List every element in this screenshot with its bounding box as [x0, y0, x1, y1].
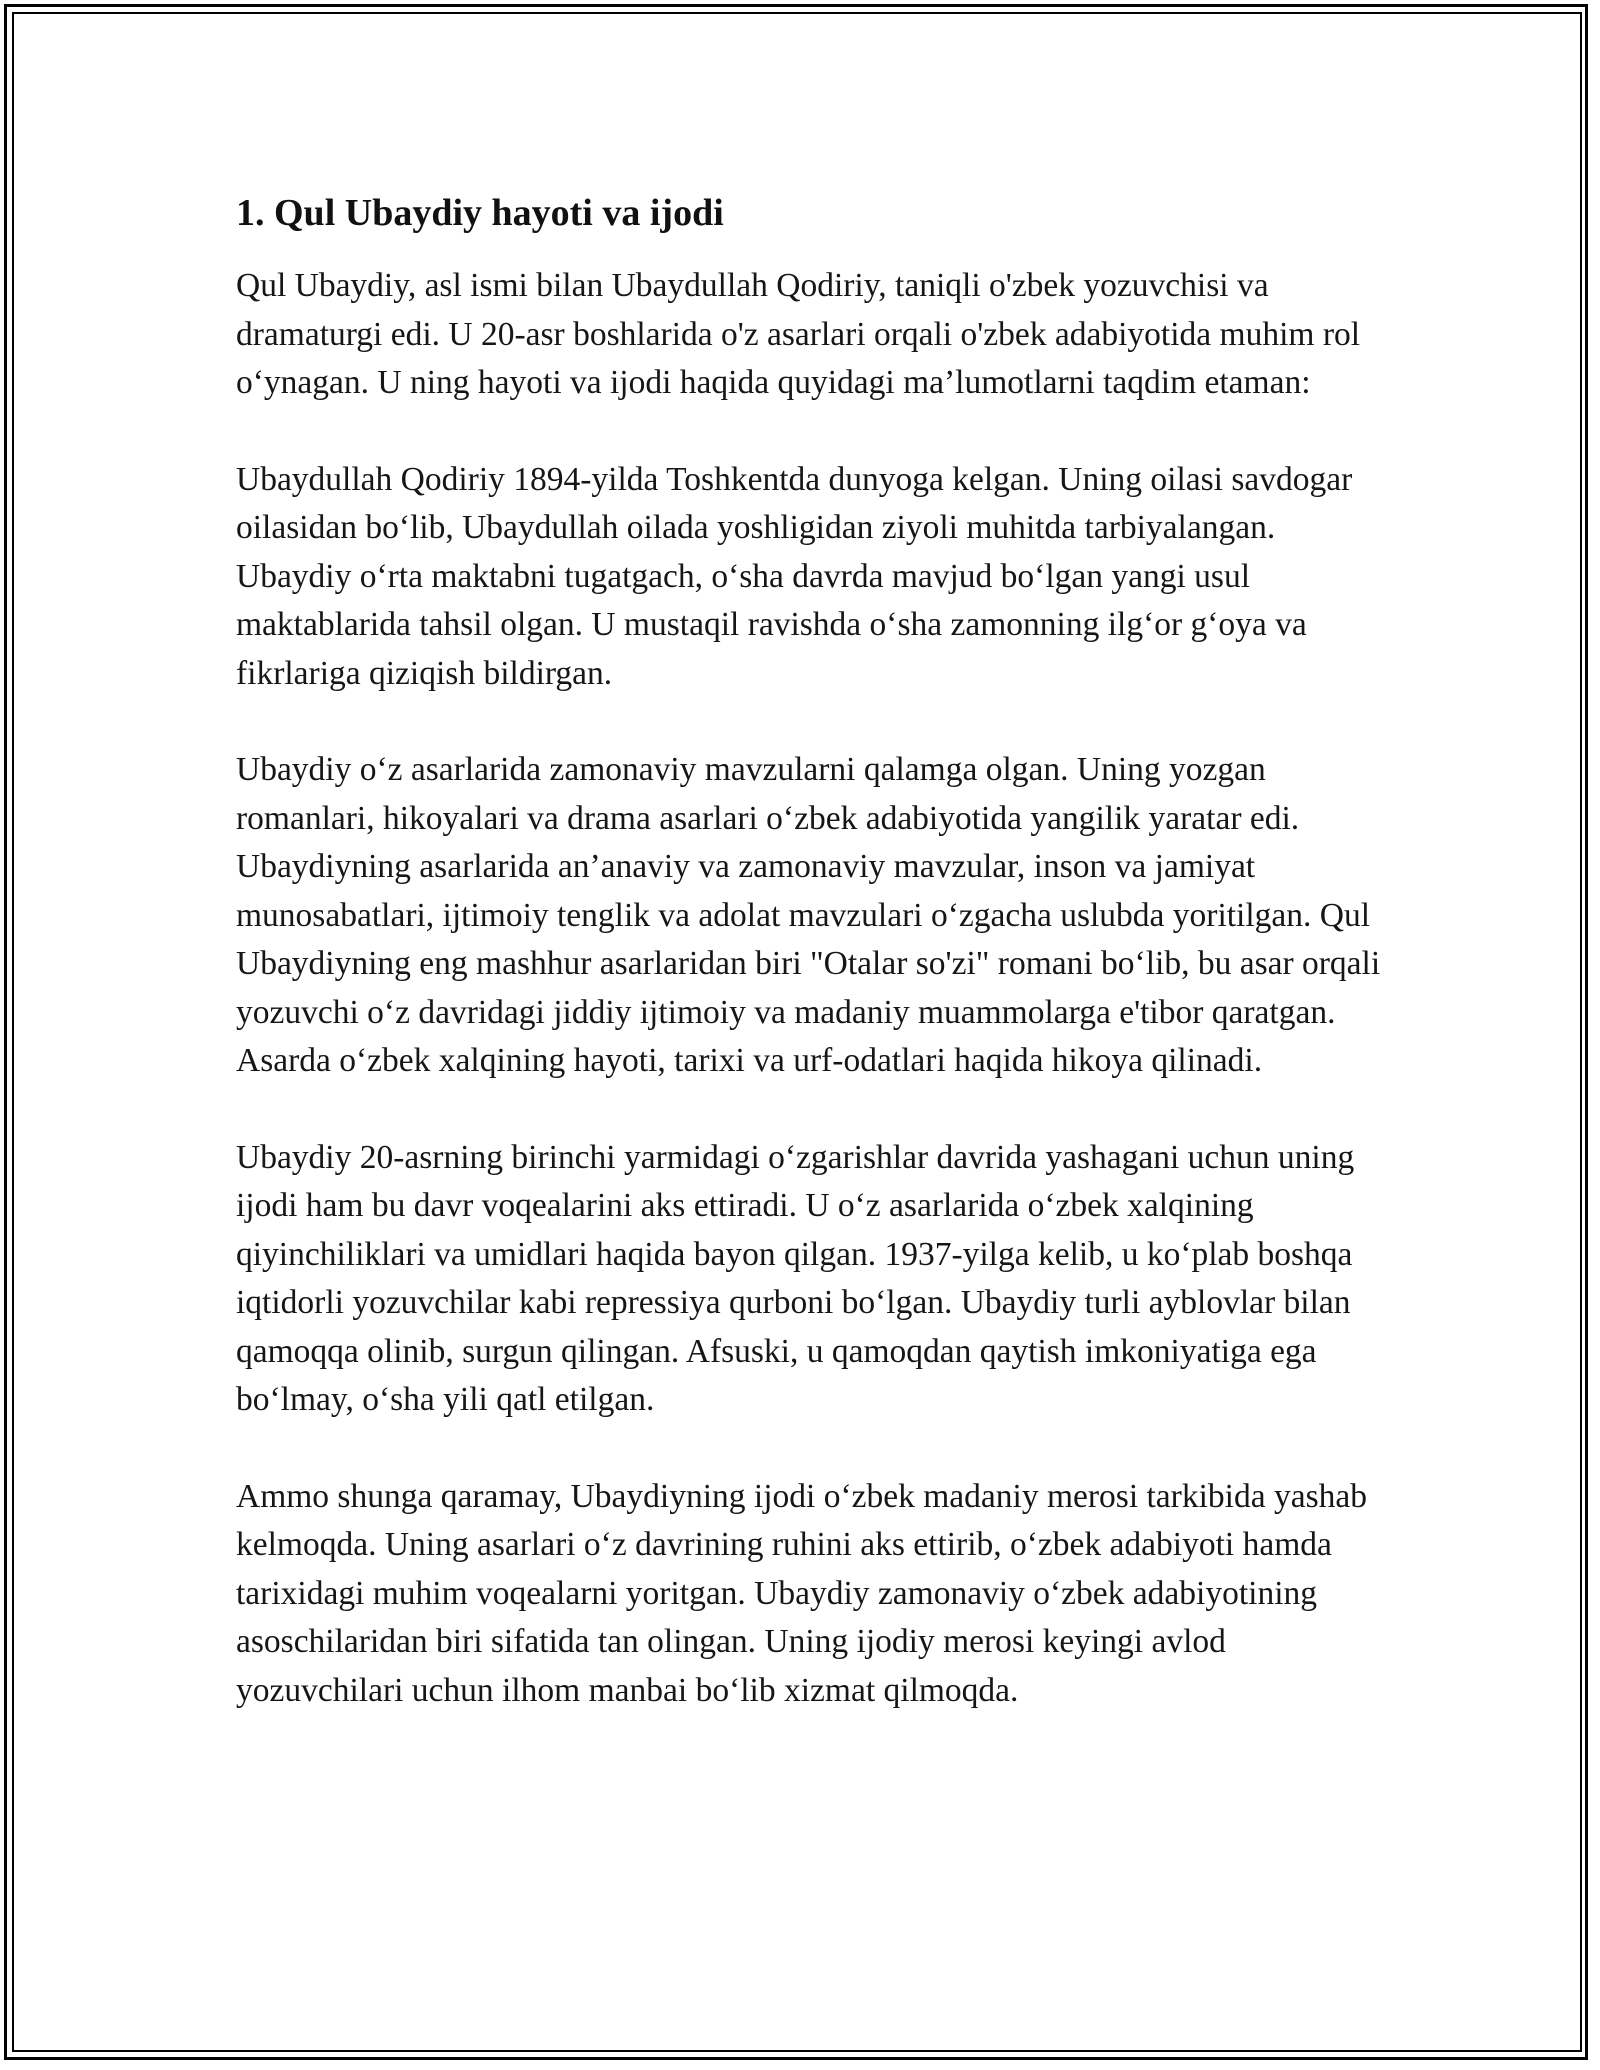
paragraph-early-life: Ubaydullah Qodiriy 1894-yilda Toshkentda dunyoga kelgan. Uning oilasi savdogar oilasidan bo‘lib, Ubaydullah oilada yoshligidan ziyoli muhitda tarbiyalangan. Ubaydiy o‘rta maktabni tugatgach, o‘sha davrda mavjud bo‘lgan yangi usul maktablarida tahsil olgan. U mustaqil ravishda o‘sha zamonning ilg‘or g‘oya va fikrlariga qiziqish bildirgan.	[236, 460, 1353, 692]
paragraph-intro: Qul Ubaydiy, asl ismi bilan Ubaydullah Qodiriy, taniqli o'zbek yozuvchisi va dramaturgi edi. U 20-asr boshlarida o'z asarlari orqali o'zbek adabiyotida muhim rol o‘ynagan. U ning hayoti va ijodi haqida quyidagi ma’lumotlarni taqdim etaman:	[236, 267, 1361, 401]
document-body	[236, 190, 1384, 1763]
paragraph-repression: Ubaydiy 20-asrning birinchi yarmidagi o‘zgarishlar davrida yashagani uchun uning ijodi ham bu davr voqealarini aks ettiradi. U o‘z asarlarida o‘zbek xalqining qiyinchiliklari va umidlari haqida bayon qilgan. 1937-yilga kelib, u ko‘plab boshqa iqtidorli yozuvchilar kabi repressiya qurboni bo‘lgan. Ubaydiy turli ayblovlar bilan qamoqqa olinib, surgun qilingan. Afsuski, u qamoqdan qaytish imkoniyatiga ega bo‘lmay, o‘sha yili qatl etilgan.	[236, 1138, 1355, 1418]
paragraph-works: Ubaydiy o‘z asarlarida zamonaviy mavzularni qalamga olgan. Uning yozgan romanlari, hikoyalari va drama asarlari o‘zbek adabiyotida yangilik yaratar edi. Ubaydiyning asarlarida an’anaviy va zamonaviy mavzular, inson va jamiyat munosabatlari, ijtimoiy tenglik va adolat mavzulari o‘zgacha uslubda yoritilgan. Qul Ubaydiyning eng mashhur asarlaridan biri "Otalar so'zi" romani bo‘lib, bu asar orqali yozuvchi o‘z davridagi jiddiy ijtimoiy va madaniy muammolarga e'tibor qaratgan. Asarda o‘zbek xalqining hayoti, tarixi va urf-odatlari haqida hikoya qilinadi.	[236, 751, 1381, 1079]
paragraph-legacy: Ammo shunga qaramay, Ubaydiyning ijodi o‘zbek madaniy merosi tarkibida yashab kelmoqda. Uning asarlari o‘z davrining ruhini aks ettirib, o‘zbek adabiyoti hamda tarixidagi muhim voqealarni yoritgan. Ubaydiy zamonaviy o‘zbek adabiyotining asoschilaridan biri sifatida tan olingan. Uning ijodiy merosi keyingi avlod yozuvchilari uchun ilhom manbai bo‘lib xizmat qilmoqda.	[236, 1477, 1367, 1709]
document-title: 1. Qul Ubaydiy hayoti va ijodi	[236, 192, 724, 234]
